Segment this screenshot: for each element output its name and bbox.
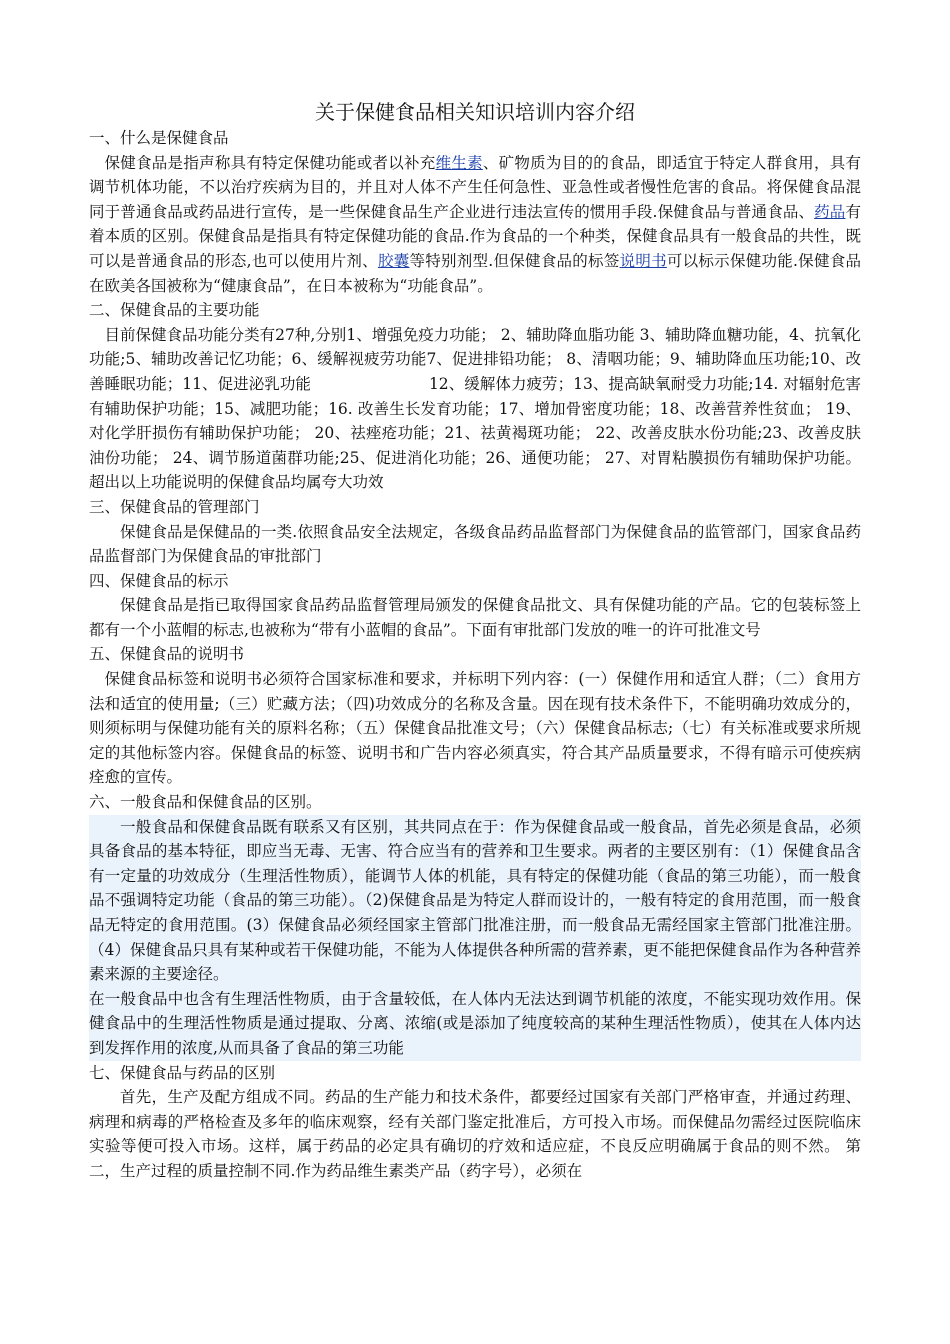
text-run: 12、	[428, 374, 465, 393]
section-3-paragraph: 保健食品是保健品的一类.依照食品安全法规定，各级食品药品监督部门为保健食品的监管部门，国家食品药品监督部门为保健食品的审批部门	[89, 522, 861, 566]
link-manual[interactable]: 说明书	[619, 251, 667, 270]
link-capsule[interactable]: 胶囊	[377, 251, 410, 270]
text-run: 保健食品是指声称具有特定保健功能或者以补充	[104, 153, 436, 172]
link-vitamin[interactable]: 维生素	[435, 153, 483, 172]
text-run: 目前保健食品功能分类有27种,分别1、增强免疫力功能； 2、辅助降血脂功能 3、辅助降血糖功能，4、抗氧化功能;5、辅助改善记忆功能；6、缓解视疲劳功能7、促进排铅功能； 8、清咽功能；9、辅助降血压功能;10、改善睡眠功能；11、促进泌乳功能	[89, 325, 861, 393]
section-1-paragraph	[89, 151, 861, 299]
section-1-heading: 一、什么是保健食品	[89, 129, 229, 147]
link-drug[interactable]: 药品	[814, 202, 846, 221]
section-5-paragraph: 保健食品标签和说明书必须符合国家标准和要求，并标明下列内容：(一）保健作用和适宜人群；（二）食用方法和适宜的使用量;（三）贮藏方法；（四)功效成分的名称及含量。因在现有技术条件下，不能明确功效成分的，则须标明与保健功能有关的原料名称；（五）保健食品批准文号；（六）保健食品标志;（七）有关标准或要求所规定的其他标签内容。保健食品的标签、说明书和广告内容必须真实，符合其产品质量要求，不得有暗示可使疾病痊愈的宣传。	[89, 670, 861, 787]
section-4-heading: 四、保健食品的标示	[89, 571, 229, 590]
section-4-paragraph: 保健食品是指已取得国家食品药品监督管理局颁发的保健食品批文、具有保健功能的产品。它的包装标签上都有一个小蓝帽的标志,也被称为“带有小蓝帽的食品”。下面有审批部门发放的唯一的许可批准文号	[89, 596, 861, 639]
document-page	[89, 98, 861, 1184]
section-2-heading: 二、保健食品的主要功能	[89, 301, 260, 320]
section-5-heading: 五、保健食品的说明书	[89, 645, 245, 664]
section-6-paragraph-2: 在一般食品中也含有生理活性物质，由于含量较低，在人体内无法达到调节机能的浓度，不能实现功效作用。保健食品中的生理活性物质是通过提取、分离、浓缩(或是添加了纯度较高的某种生理活性物质），使其在人体内达到发挥作用的浓度,从而具备了食品的第三功能	[89, 989, 861, 1057]
section-3-heading: 三、保健食品的管理部门	[89, 497, 260, 516]
section-6-heading: 六、一般食品和保健食品的区别。	[89, 793, 322, 812]
text-run: 等特别剂型.但保健食品的标签	[409, 251, 620, 270]
section-6-paragraph-1: 一般食品和保健食品既有联系又有区别，其共同点在于：作为保健食品或一般食品，首先必须是食品，必须具备食品的基本特征，即应当无毒、无害、符合应当有的营养和卫生要求。两者的主要区别有：（1）保健食品含有一定量的功效成分（生理活性物质），能调节人体的机能，具有特定的保健功能（食品的第三功能），而一般食品不强调特定功能（食品的第三功能）。（2)保健食品是为特定人群而设计的，一般有特定的食用范围，而一般食品无特定的食用范围。(3）保健食品必须经国家主管部门批准注册，而一般食品无需经国家主管部门批准注册。（4）保健食品只具有某种或若干保健功能，不能为人体提供各种所需的营养素，更不能把保健食品作为各种营养素来源的主要途径。	[89, 817, 861, 984]
text-run: 有着本质的区别。保健食品是指具有特定保健功能的食品.作为食品的一个种类，保健食品具有一般食品的共性，既可以是普通食品的形态,也可以使用片剂、	[89, 202, 861, 270]
section-6-shaded-block	[89, 815, 861, 1061]
section-7-paragraph: 首先，生产及配方组成不同。药品的生产能力和技术条件，都要经过国家有关部门严格审查，并通过药理、病理和病毒的严格检查及多年的临床观察，经有关部门鉴定批准后，方可投入市场。而保健品勿需经过医院临床实验等便可投入市场。这样，属于药品的必定具有确切的疗效和适应症，不良反应明确属于食品的则不然。 第二，生产过程的质量控制不同.作为药品维生素类产品（药字号），必须在	[89, 1088, 861, 1180]
section-7-heading: 七、保健食品与药品的区别	[89, 1063, 276, 1082]
text-run: 可以标示保健功能.保健食品在欧美各国被称为“健康食品”，在日本被称为“功能食品”。	[89, 251, 861, 295]
text-run: 缓解体力疲劳；13、提高缺氧耐受力功能;14. 对辐射危害有辅助保护功能；15、减肥功能；16. 改善生长发育功能；17、增加骨密度功能；18、改善营养性贫血； 19、对化学肝损伤有辅助保护功能； 20、祛痤疮功能；21、祛黄褐斑功能； 22、改善皮肤水份功能;23、改善皮肤油份功能； 24、调节肠道菌群功能;25、促进消化功能；26、通便功能； 27、对胃粘膜损伤有辅助保护功能。超出以上功能说明的保健食品均属夸大功效	[89, 374, 861, 492]
text-run: 、矿物质为目的的食品，即适宜于特定人群食用，具有调节机体功能，不以治疗疾病为目的，并且对人体不产生任何急性、亚急性或者慢性危害的食品。将保健食品混同于普通食品或药品进行宣传，是一些保健食品生产企业进行违法宣传的惯用手段.保健食品与普通食品、	[89, 153, 861, 221]
document-title: 关于保健食品相关知识培训内容介绍	[315, 100, 635, 124]
section-2-paragraph	[89, 323, 861, 495]
